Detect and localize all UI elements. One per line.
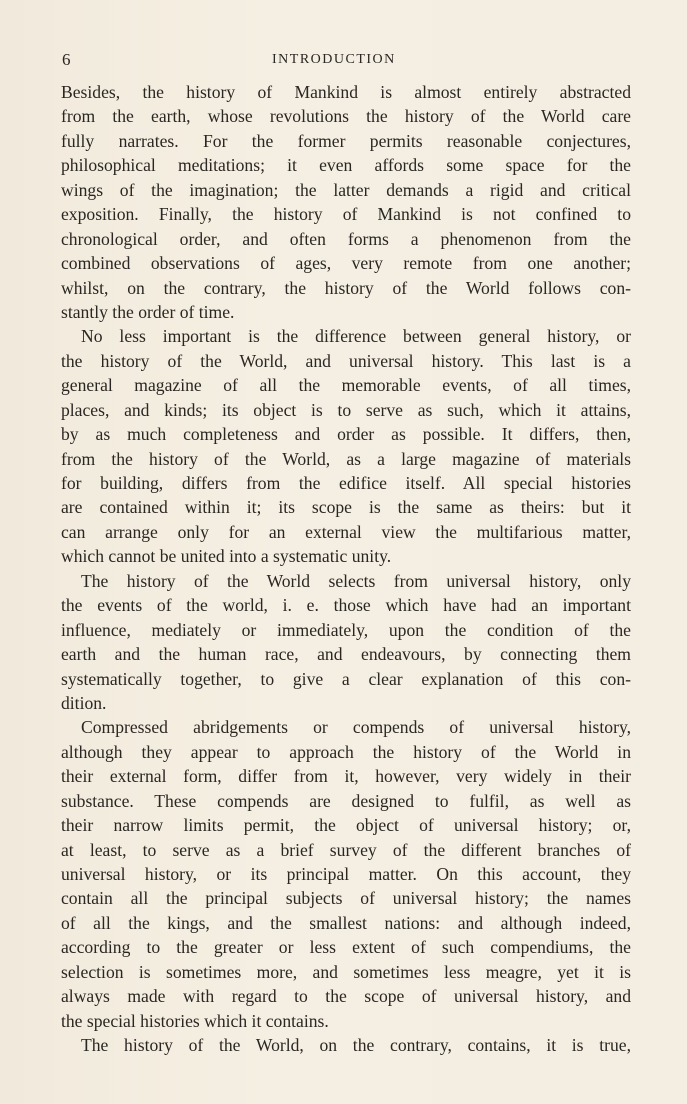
text-line: wings of the imagination; the latter demands a rigid and critical: [61, 179, 631, 200]
text-line: universal history, or its principal matter. On this account, they: [61, 864, 631, 884]
text-line: Besides, the history of Mankind is almost entirely abstracted: [61, 82, 631, 102]
text-line: the special histories which it contains.: [61, 1010, 329, 1031]
text-line: No less important is the difference between general history, or: [81, 326, 631, 347]
text-line: their external form, differ from it, however, very widely in their: [61, 766, 631, 787]
text-line: chronological order, and often forms a phenomenon from the: [61, 228, 631, 249]
text-line: stantly the order of time.: [61, 301, 235, 322]
text-line: the history of the World, and universal history. This last is a: [61, 350, 631, 371]
text-line: Compressed abridgements or compends of universal history,: [81, 717, 631, 738]
text-line: systematically together, to give a clear explanation of this con-: [61, 668, 631, 689]
text-line: earth and the human race, and endeavours, by connecting them: [61, 644, 631, 665]
text-line: The history of the World selects from universal history, only: [81, 570, 631, 591]
text-line: influence, mediately or immediately, upon the condition of the: [61, 619, 631, 640]
text-line: always made with regard to the scope of universal history, and: [61, 986, 631, 1007]
text-line: of all the kings, and the smallest nations: and although indeed,: [61, 912, 631, 933]
text-line: although they appear to approach the history of the World in: [61, 741, 631, 762]
text-line: general magazine of all the memorable events, of all times,: [61, 375, 631, 396]
text-line: are contained within it; its scope is the same as theirs: but it: [61, 497, 631, 518]
text-line: according to the greater or less extent of such compendiums, the: [61, 937, 631, 958]
body-text: [61, 80, 631, 1058]
text-line: exposition. Finally, the history of Mankind is not confined to: [61, 204, 631, 225]
text-line: can arrange only for an external view the multifarious matter,: [61, 521, 631, 542]
text-line: dition.: [61, 692, 107, 713]
text-line: combined observations of ages, very remote from one another;: [61, 253, 631, 274]
text-line: philosophical meditations; it even affords some space for the: [61, 155, 631, 176]
text-line: for building, differs from the edifice itself. All special histories: [61, 473, 631, 493]
text-line: contain all the principal subjects of universal history; the names: [61, 888, 631, 909]
text-line: The history of the World, on the contrary, contains, it is true,: [81, 1035, 631, 1056]
text-line: their narrow limits permit, the object of universal history; or,: [61, 815, 631, 836]
text-line: fully narrates. For the former permits reasonable conjectures,: [61, 130, 631, 151]
text-line: at least, to serve as a brief survey of the different branches of: [61, 839, 631, 860]
text-line: the events of the world, i. e. those which have had an important: [61, 595, 631, 616]
text-line: substance. These compends are designed to fulfil, as well as: [61, 790, 631, 811]
running-head: INTRODUCTION: [272, 52, 396, 67]
text-line: by as much completeness and order as possible. It differs, then,: [61, 424, 631, 445]
text-line: places, and kinds; its object is to serve as such, which it attains,: [61, 399, 631, 420]
text-line: selection is sometimes more, and sometimes less meagre, yet it is: [61, 961, 631, 982]
text-line: from the history of the World, as a large magazine of materials: [61, 448, 631, 469]
text-line: whilst, on the contrary, the history of the World follows con-: [61, 277, 631, 298]
page-header: [62, 50, 632, 72]
text-line: from the earth, whose revolutions the history of the World care: [61, 106, 631, 127]
page-number: 6: [62, 50, 71, 69]
text-line: which cannot be united into a systematic unity.: [61, 546, 392, 567]
